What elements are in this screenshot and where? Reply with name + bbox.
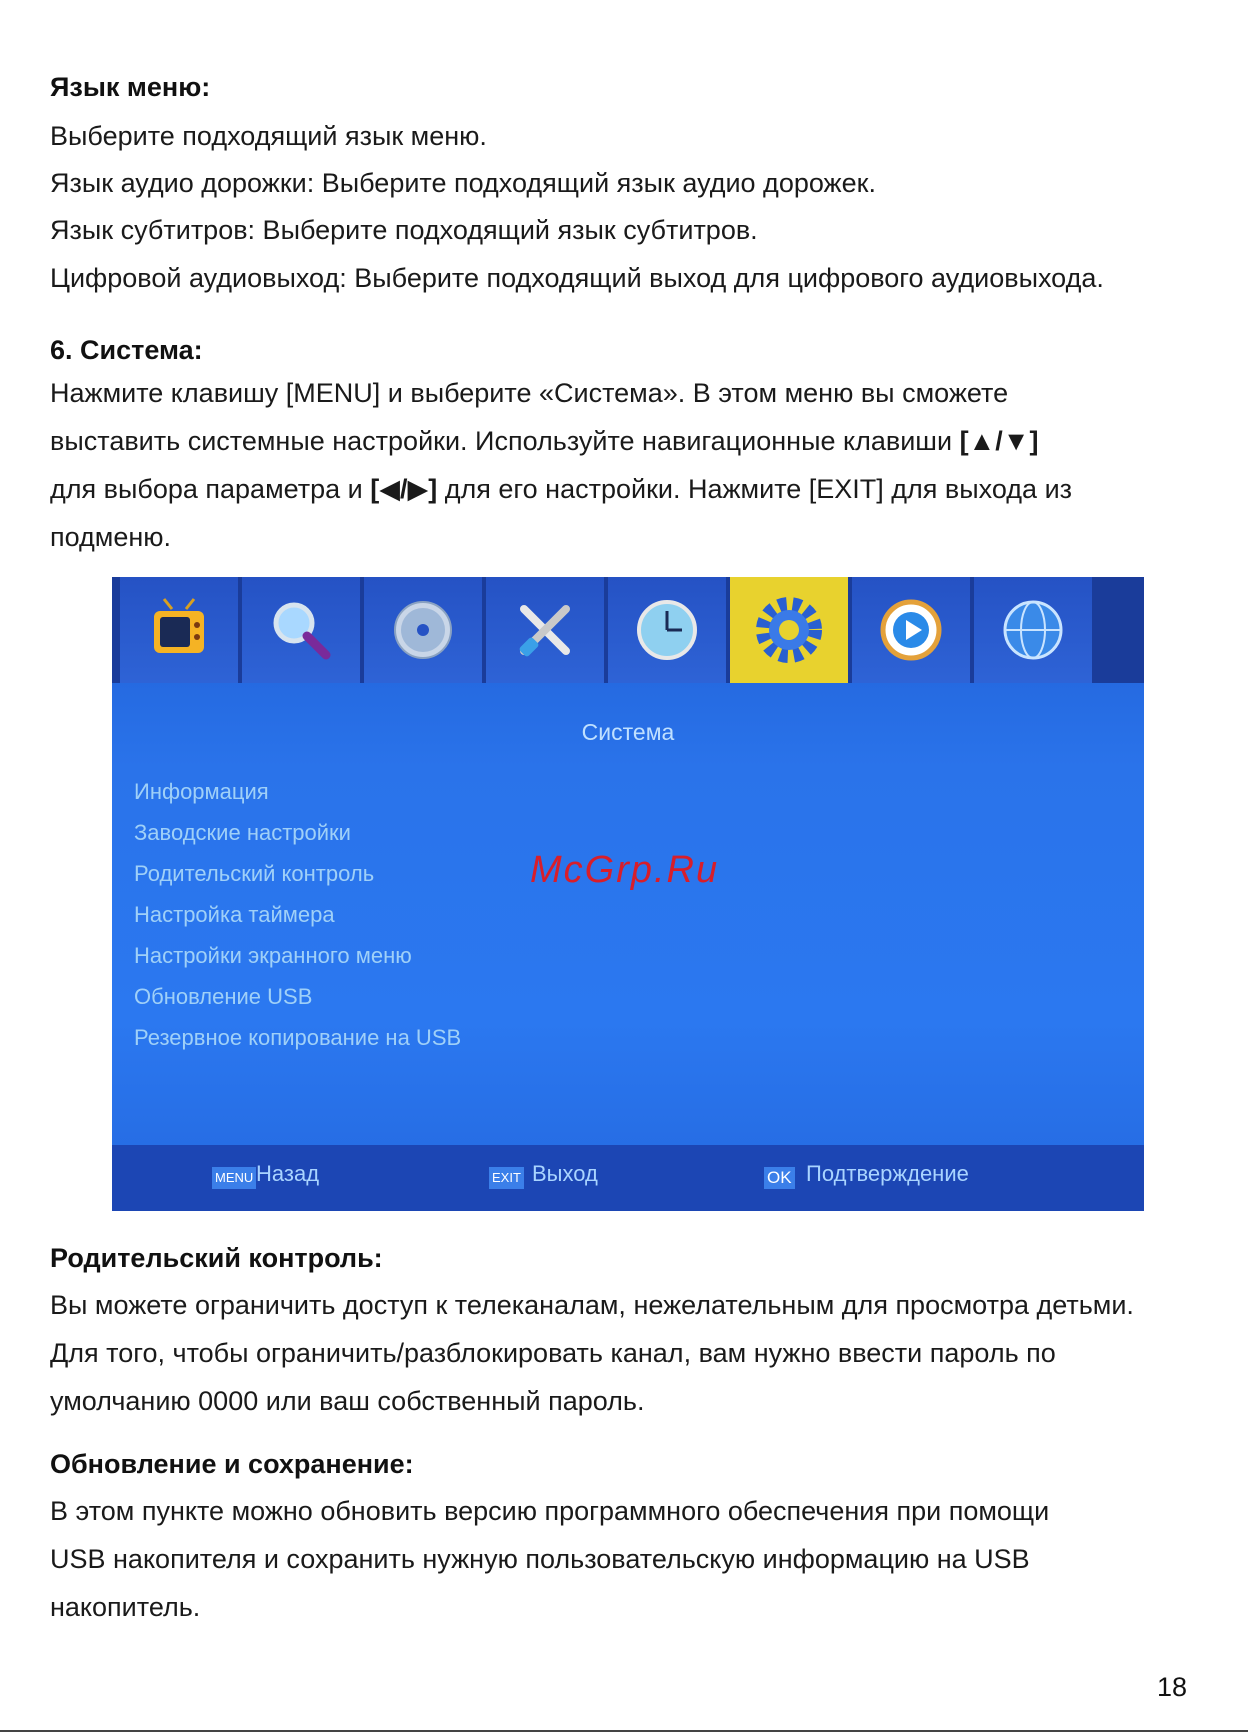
system-line-2 [50,425,1039,457]
ok-key-badge: OK [764,1167,795,1189]
exit-label: Выход [532,1161,598,1186]
clock-icon [632,595,702,665]
tab-network[interactable] [974,577,1096,683]
audio-track-line: Язык аудио дорожки: Выберите подходящий язык аудио дорожек. [50,168,876,198]
menu-language-heading: Язык меню: [50,72,211,102]
tv-icon [144,595,214,665]
tv-screenshot [112,577,1144,1211]
page-number: 18 [1157,1672,1188,1702]
menu-item-usb-update[interactable]: Обновление USB [134,984,313,1009]
system-line-2-text: выставить системные настройки. Используйте навигационные клавиши [50,426,960,456]
tab-media[interactable] [364,577,486,683]
system-line-4: подменю. [50,522,172,552]
tab-player[interactable] [852,577,974,683]
menu-language-line: Выберите подходящий язык меню. [50,121,487,151]
bottom-rule [0,1730,1248,1732]
digital-audio-line: Цифровой аудиовыход: Выберите подходящий выход для цифрового аудиовыхода. [50,263,1104,293]
tv-footer [112,1145,1144,1211]
subtitle-line: Язык субтитров: Выберите подходящий язык субтитров. [50,215,758,245]
globe-icon [998,595,1068,665]
up-down-keys: [▲/▼] [959,426,1039,456]
tab-tv[interactable] [120,577,242,683]
tools-icon [510,595,580,665]
tab-tools[interactable] [486,577,608,683]
disc-icon [388,595,458,665]
menu-item-factory[interactable]: Заводские настройки [134,820,351,845]
system-line-3 [50,473,1072,505]
confirm-label: Подтверждение [806,1161,969,1186]
update-line-2: USB накопителя и сохранить нужную пользовательскую информацию на USB [50,1544,1030,1574]
update-line-3: накопитель. [50,1592,201,1622]
system-line-3-end: для его настройки. Нажмите [EXIT] для выхода из [437,474,1073,504]
back-label: Назад [256,1161,320,1186]
system-heading: 6. Система: [50,335,203,365]
update-line-1: В этом пункте можно обновить версию программного обеспечения при помощи [50,1496,1050,1526]
left-right-keys: [◀/▶] [370,474,438,504]
system-line-1: Нажмите клавишу [MENU] и выберите «Система». В этом меню вы сможете [50,378,1009,408]
tv-menu-title: Система [581,719,675,745]
exit-key-badge: EXIT [489,1167,524,1189]
menu-item-parental[interactable]: Родительский контроль [134,861,375,886]
parental-line-1: Вы можете ограничить доступ к телеканалам, нежелательным для просмотра детьми. [50,1290,1134,1320]
parental-line-3: умолчанию 0000 или ваш собственный пароль. [50,1386,645,1416]
menu-item-usb-backup[interactable]: Резервное копирование на USB [134,1025,462,1050]
system-line-3-text: для выбора параметра и [50,474,371,504]
tab-timer[interactable] [608,577,730,683]
menu-key-badge: MENU [212,1167,256,1189]
watermark: McGrp.Ru [530,849,720,891]
menu-item-info[interactable]: Информация [134,779,269,804]
menu-item-timer[interactable]: Настройка таймера [134,902,335,927]
update-heading: Обновление и сохранение: [50,1449,414,1479]
tab-search[interactable] [242,577,364,683]
parental-heading: Родительский контроль: [50,1243,383,1273]
play-icon [876,595,946,665]
tv-tab-bar [112,577,1144,683]
parental-line-2: Для того, чтобы ограничить/разблокировать канал, вам нужно ввести пароль по [50,1338,1056,1368]
menu-item-osd[interactable]: Настройки экранного меню [134,943,412,968]
gear-icon [752,593,826,667]
tab-system[interactable] [730,577,852,683]
search-icon [266,595,336,665]
